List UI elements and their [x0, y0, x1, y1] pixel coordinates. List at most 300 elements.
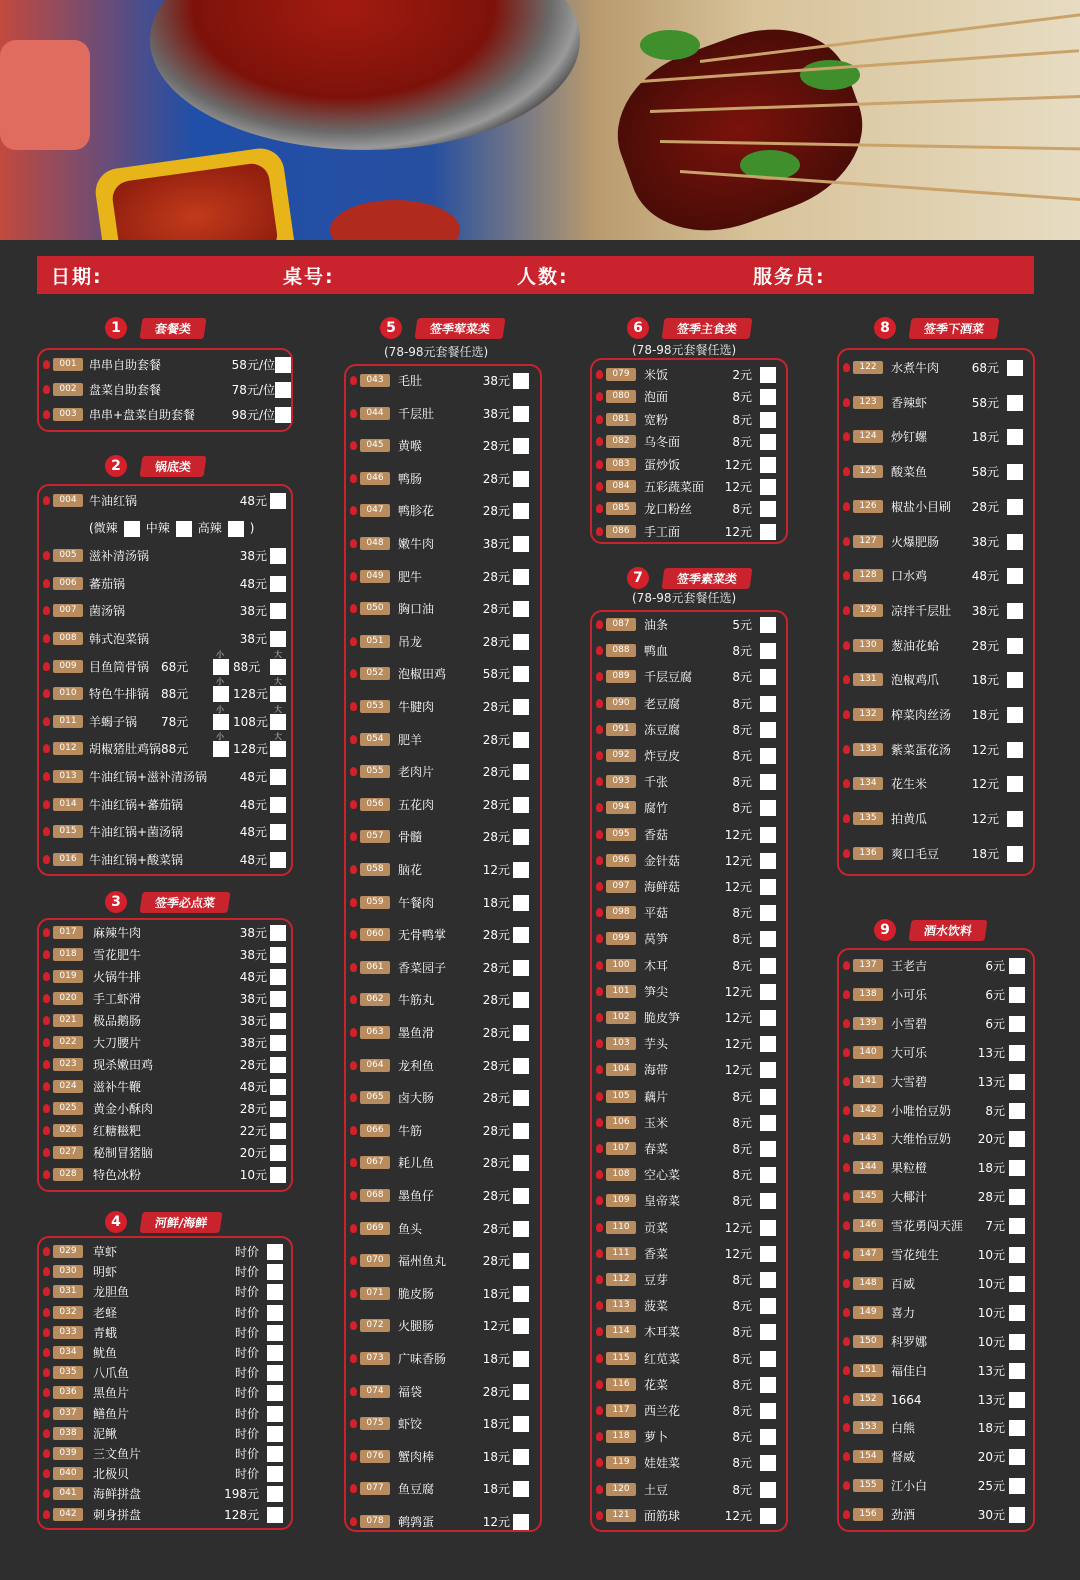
order-checkbox[interactable]: [513, 992, 529, 1008]
menu-item[interactable]: [606, 1323, 784, 1341]
order-checkbox-small[interactable]: [213, 686, 229, 702]
menu-item[interactable]: [53, 356, 289, 374]
spice-mild-checkbox[interactable]: [124, 521, 140, 537]
order-checkbox[interactable]: [1009, 1247, 1025, 1263]
menu-item[interactable]: [360, 861, 538, 879]
order-checkbox[interactable]: [267, 1426, 283, 1442]
menu-item[interactable]: [606, 799, 784, 817]
order-checkbox[interactable]: [513, 732, 529, 748]
menu-item[interactable]: [606, 1009, 784, 1027]
menu-item[interactable]: [360, 372, 538, 390]
order-checkbox[interactable]: [760, 1324, 776, 1340]
order-checkbox[interactable]: [760, 1482, 776, 1498]
order-checkbox[interactable]: [1009, 1074, 1025, 1090]
menu-item[interactable]: [853, 567, 1031, 585]
order-checkbox[interactable]: [513, 1058, 529, 1074]
order-checkbox[interactable]: [760, 748, 776, 764]
order-checkbox[interactable]: [1009, 1507, 1025, 1523]
menu-item[interactable]: [53, 968, 289, 986]
order-checkbox[interactable]: [1009, 1478, 1025, 1494]
order-checkbox[interactable]: [513, 1449, 529, 1465]
menu-item[interactable]: [853, 1275, 1031, 1293]
order-checkbox[interactable]: [513, 666, 529, 682]
menu-item[interactable]: [606, 1245, 784, 1263]
menu-item[interactable]: [606, 1350, 784, 1368]
menu-item[interactable]: [606, 721, 784, 739]
menu-item[interactable]: [53, 1263, 289, 1281]
order-checkbox[interactable]: [1009, 1103, 1025, 1119]
order-checkbox[interactable]: [760, 1246, 776, 1262]
menu-item[interactable]: [360, 731, 538, 749]
menu-item[interactable]: [853, 1188, 1031, 1206]
menu-item[interactable]: [360, 1122, 538, 1140]
menu-item[interactable]: [606, 411, 784, 429]
order-checkbox[interactable]: [1009, 1189, 1025, 1205]
order-checkbox[interactable]: [760, 1115, 776, 1131]
order-checkbox[interactable]: [270, 769, 286, 785]
menu-item[interactable]: [53, 630, 289, 648]
order-checkbox[interactable]: [760, 1377, 776, 1393]
order-checkbox[interactable]: [270, 1167, 286, 1183]
order-checkbox-small[interactable]: [213, 659, 229, 675]
menu-item[interactable]: [360, 1480, 538, 1498]
menu-item[interactable]: [53, 1056, 289, 1074]
order-checkbox[interactable]: [267, 1486, 283, 1502]
order-checkbox[interactable]: [270, 1057, 286, 1073]
menu-item[interactable]: [606, 1271, 784, 1289]
menu-item[interactable]: [360, 502, 538, 520]
menu-item[interactable]: [53, 1364, 289, 1382]
menu-item[interactable]: [360, 1057, 538, 1075]
order-checkbox[interactable]: [270, 631, 286, 647]
menu-item[interactable]: [53, 1166, 289, 1184]
order-checkbox[interactable]: [1009, 1392, 1025, 1408]
order-checkbox[interactable]: [513, 699, 529, 715]
order-checkbox[interactable]: [760, 774, 776, 790]
order-checkbox[interactable]: [760, 931, 776, 947]
order-checkbox[interactable]: [267, 1284, 283, 1300]
spice-medium-checkbox[interactable]: [176, 521, 192, 537]
order-checkbox[interactable]: [513, 829, 529, 845]
order-checkbox[interactable]: [270, 947, 286, 963]
menu-item[interactable]: [360, 894, 538, 912]
order-checkbox[interactable]: [760, 501, 776, 517]
order-checkbox[interactable]: [760, 800, 776, 816]
order-checkbox[interactable]: [760, 617, 776, 633]
order-checkbox[interactable]: [760, 1508, 776, 1524]
menu-item[interactable]: [53, 1344, 289, 1362]
order-checkbox[interactable]: [513, 373, 529, 389]
order-checkbox[interactable]: [760, 1141, 776, 1157]
order-checkbox[interactable]: [760, 1062, 776, 1078]
order-checkbox[interactable]: [513, 1123, 529, 1139]
menu-item[interactable]: [360, 1448, 538, 1466]
order-checkbox[interactable]: [270, 1101, 286, 1117]
order-checkbox[interactable]: [1007, 534, 1023, 550]
order-checkbox[interactable]: [1009, 958, 1025, 974]
menu-item[interactable]: [53, 492, 289, 510]
order-checkbox[interactable]: [513, 1318, 529, 1334]
order-checkbox[interactable]: [513, 1221, 529, 1237]
order-checkbox[interactable]: [513, 1188, 529, 1204]
order-checkbox[interactable]: [513, 1286, 529, 1302]
menu-item[interactable]: [606, 747, 784, 765]
order-checkbox-small[interactable]: [213, 714, 229, 730]
menu-item[interactable]: [53, 768, 289, 786]
menu-item[interactable]: [853, 1362, 1031, 1380]
order-checkbox[interactable]: [267, 1365, 283, 1381]
order-checkbox[interactable]: [760, 1193, 776, 1209]
menu-item[interactable]: [360, 600, 538, 618]
order-checkbox[interactable]: [760, 905, 776, 921]
order-checkbox-large[interactable]: [270, 741, 286, 757]
menu-item[interactable]: [53, 732, 289, 758]
order-checkbox[interactable]: [1007, 464, 1023, 480]
spice-hot-checkbox[interactable]: [228, 521, 244, 537]
order-checkbox[interactable]: [760, 412, 776, 428]
order-checkbox[interactable]: [1009, 1363, 1025, 1379]
order-checkbox[interactable]: [513, 764, 529, 780]
order-checkbox[interactable]: [513, 406, 529, 422]
menu-item[interactable]: [53, 1100, 289, 1118]
menu-item[interactable]: [360, 763, 538, 781]
order-checkbox[interactable]: [760, 434, 776, 450]
order-checkbox[interactable]: [513, 471, 529, 487]
order-checkbox[interactable]: [1007, 846, 1023, 862]
order-checkbox[interactable]: [1007, 707, 1023, 723]
menu-item[interactable]: [53, 1144, 289, 1162]
order-checkbox[interactable]: [1007, 672, 1023, 688]
menu-item[interactable]: [53, 381, 289, 399]
menu-item[interactable]: [606, 1454, 784, 1472]
menu-item[interactable]: [53, 1465, 289, 1483]
menu-item[interactable]: [360, 1317, 538, 1335]
menu-item[interactable]: [606, 1166, 784, 1184]
menu-item[interactable]: [53, 924, 289, 942]
order-checkbox[interactable]: [270, 1079, 286, 1095]
order-checkbox[interactable]: [270, 797, 286, 813]
menu-item[interactable]: [360, 470, 538, 488]
menu-item[interactable]: [853, 394, 1031, 412]
menu-item[interactable]: [853, 1217, 1031, 1235]
order-checkbox[interactable]: [760, 879, 776, 895]
order-checkbox[interactable]: [270, 1035, 286, 1051]
menu-item[interactable]: [360, 698, 538, 716]
order-checkbox[interactable]: [1007, 568, 1023, 584]
order-checkbox[interactable]: [760, 524, 776, 540]
order-checkbox[interactable]: [513, 1090, 529, 1106]
order-checkbox[interactable]: [760, 1298, 776, 1314]
menu-item[interactable]: [360, 991, 538, 1009]
menu-item[interactable]: [53, 575, 289, 593]
menu-item[interactable]: [853, 671, 1031, 689]
order-checkbox[interactable]: [513, 634, 529, 650]
menu-item[interactable]: [53, 1445, 289, 1463]
order-checkbox[interactable]: [513, 862, 529, 878]
menu-item[interactable]: [360, 1383, 538, 1401]
order-checkbox[interactable]: [270, 969, 286, 985]
menu-item[interactable]: [853, 1506, 1031, 1524]
menu-item[interactable]: [853, 741, 1031, 759]
menu-item[interactable]: [360, 633, 538, 651]
order-checkbox[interactable]: [760, 1220, 776, 1236]
menu-item[interactable]: [53, 946, 289, 964]
menu-item[interactable]: [853, 1477, 1031, 1495]
menu-item[interactable]: [853, 498, 1031, 516]
order-checkbox[interactable]: [513, 438, 529, 454]
order-checkbox[interactable]: [760, 722, 776, 738]
order-checkbox[interactable]: [267, 1507, 283, 1523]
order-checkbox-large[interactable]: [270, 714, 286, 730]
menu-item[interactable]: [53, 1425, 289, 1443]
order-checkbox[interactable]: [270, 576, 286, 592]
menu-item[interactable]: [606, 930, 784, 948]
order-checkbox[interactable]: [267, 1244, 283, 1260]
menu-item[interactable]: [360, 1154, 538, 1172]
order-checkbox[interactable]: [270, 603, 286, 619]
order-checkbox[interactable]: [1007, 742, 1023, 758]
menu-item[interactable]: [606, 642, 784, 660]
menu-item[interactable]: [853, 706, 1031, 724]
menu-item[interactable]: [853, 845, 1031, 863]
menu-item[interactable]: [853, 359, 1031, 377]
order-checkbox[interactable]: [267, 1325, 283, 1341]
menu-item[interactable]: [360, 796, 538, 814]
order-checkbox[interactable]: [275, 357, 291, 373]
menu-item[interactable]: [53, 649, 289, 676]
order-checkbox[interactable]: [1009, 1160, 1025, 1176]
order-checkbox[interactable]: [1007, 811, 1023, 827]
menu-item[interactable]: [53, 851, 289, 869]
order-checkbox[interactable]: [760, 1010, 776, 1026]
menu-item[interactable]: [606, 616, 784, 634]
menu-item[interactable]: [606, 388, 784, 406]
menu-item[interactable]: [853, 1130, 1031, 1148]
menu-item[interactable]: [606, 1376, 784, 1394]
order-checkbox[interactable]: [270, 925, 286, 941]
menu-item[interactable]: [360, 405, 538, 423]
order-checkbox[interactable]: [513, 895, 529, 911]
order-checkbox[interactable]: [1007, 429, 1023, 445]
order-checkbox[interactable]: [270, 1145, 286, 1161]
menu-item[interactable]: [606, 433, 784, 451]
menu-item[interactable]: [360, 959, 538, 977]
menu-item[interactable]: [606, 695, 784, 713]
order-checkbox[interactable]: [1009, 1276, 1025, 1292]
order-checkbox[interactable]: [267, 1264, 283, 1280]
order-checkbox[interactable]: [760, 457, 776, 473]
order-checkbox[interactable]: [270, 824, 286, 840]
menu-item[interactable]: [853, 1015, 1031, 1033]
menu-item[interactable]: [606, 523, 784, 541]
menu-item[interactable]: [360, 437, 538, 455]
order-checkbox[interactable]: [275, 382, 291, 398]
order-checkbox[interactable]: [760, 479, 776, 495]
order-checkbox[interactable]: [760, 853, 776, 869]
menu-item[interactable]: [853, 1044, 1031, 1062]
order-checkbox[interactable]: [513, 1155, 529, 1171]
menu-item[interactable]: [606, 983, 784, 1001]
menu-item[interactable]: [360, 1024, 538, 1042]
order-checkbox-large[interactable]: [270, 659, 286, 675]
order-checkbox[interactable]: [267, 1305, 283, 1321]
menu-item[interactable]: [853, 1419, 1031, 1437]
order-checkbox[interactable]: [513, 960, 529, 976]
menu-item[interactable]: [853, 775, 1031, 793]
menu-item[interactable]: [606, 1402, 784, 1420]
order-checkbox-large[interactable]: [270, 686, 286, 702]
order-checkbox-small[interactable]: [213, 741, 229, 757]
order-checkbox[interactable]: [513, 1025, 529, 1041]
menu-item[interactable]: [360, 535, 538, 553]
order-checkbox[interactable]: [760, 367, 776, 383]
menu-item[interactable]: [53, 677, 289, 703]
menu-item[interactable]: [606, 456, 784, 474]
order-checkbox[interactable]: [513, 1416, 529, 1432]
order-checkbox[interactable]: [760, 1351, 776, 1367]
order-checkbox[interactable]: [760, 1455, 776, 1471]
menu-item[interactable]: [606, 366, 784, 384]
order-checkbox[interactable]: [513, 1351, 529, 1367]
order-checkbox[interactable]: [760, 1429, 776, 1445]
menu-item[interactable]: [53, 1506, 289, 1524]
order-checkbox[interactable]: [513, 1514, 529, 1530]
order-checkbox[interactable]: [1007, 499, 1023, 515]
order-checkbox[interactable]: [760, 643, 776, 659]
menu-item[interactable]: [53, 1012, 289, 1030]
order-checkbox[interactable]: [760, 1036, 776, 1052]
order-checkbox[interactable]: [760, 696, 776, 712]
order-checkbox[interactable]: [1007, 776, 1023, 792]
order-checkbox[interactable]: [513, 1481, 529, 1497]
menu-item[interactable]: [53, 1485, 289, 1503]
menu-item[interactable]: [606, 1507, 784, 1525]
menu-item[interactable]: [53, 602, 289, 620]
menu-item[interactable]: [853, 1246, 1031, 1264]
menu-item[interactable]: [360, 568, 538, 586]
order-checkbox[interactable]: [760, 669, 776, 685]
order-checkbox[interactable]: [270, 1013, 286, 1029]
menu-item[interactable]: [360, 665, 538, 683]
order-checkbox[interactable]: [513, 601, 529, 617]
menu-item[interactable]: [53, 1304, 289, 1322]
order-checkbox[interactable]: [513, 1253, 529, 1269]
menu-item[interactable]: [360, 1252, 538, 1270]
menu-item[interactable]: [53, 796, 289, 814]
menu-item[interactable]: [53, 1384, 289, 1402]
menu-item[interactable]: [853, 602, 1031, 620]
order-checkbox[interactable]: [267, 1406, 283, 1422]
menu-item[interactable]: [53, 704, 289, 731]
order-checkbox[interactable]: [513, 797, 529, 813]
order-checkbox[interactable]: [513, 1384, 529, 1400]
menu-item[interactable]: [606, 1428, 784, 1446]
order-checkbox[interactable]: [1009, 987, 1025, 1003]
order-checkbox[interactable]: [760, 389, 776, 405]
order-checkbox[interactable]: [760, 984, 776, 1000]
menu-item[interactable]: [606, 668, 784, 686]
order-checkbox[interactable]: [760, 1167, 776, 1183]
order-checkbox[interactable]: [760, 958, 776, 974]
order-checkbox[interactable]: [1009, 1420, 1025, 1436]
menu-item[interactable]: [853, 1333, 1031, 1351]
menu-item[interactable]: [606, 773, 784, 791]
order-checkbox[interactable]: [1009, 1131, 1025, 1147]
order-checkbox[interactable]: [1009, 1218, 1025, 1234]
menu-item[interactable]: [53, 1078, 289, 1096]
order-checkbox[interactable]: [270, 493, 286, 509]
order-checkbox[interactable]: [1007, 395, 1023, 411]
order-checkbox[interactable]: [1009, 1449, 1025, 1465]
menu-item[interactable]: [853, 1391, 1031, 1409]
menu-item[interactable]: [853, 533, 1031, 551]
menu-item[interactable]: [853, 1448, 1031, 1466]
order-checkbox[interactable]: [760, 1272, 776, 1288]
menu-item[interactable]: [606, 1219, 784, 1237]
menu-item[interactable]: [853, 463, 1031, 481]
order-checkbox[interactable]: [1007, 603, 1023, 619]
menu-item[interactable]: [53, 406, 289, 424]
order-checkbox[interactable]: [513, 927, 529, 943]
menu-item[interactable]: [53, 1324, 289, 1342]
menu-item[interactable]: [360, 926, 538, 944]
menu-item[interactable]: [360, 1089, 538, 1107]
menu-item[interactable]: [53, 1243, 289, 1261]
menu-item[interactable]: [606, 1192, 784, 1210]
menu-item[interactable]: [53, 823, 289, 841]
order-checkbox[interactable]: [1007, 360, 1023, 376]
menu-item[interactable]: [360, 1220, 538, 1238]
menu-item[interactable]: [853, 1304, 1031, 1322]
menu-item[interactable]: [606, 1114, 784, 1132]
order-checkbox[interactable]: [1009, 1305, 1025, 1321]
menu-item[interactable]: [853, 428, 1031, 446]
menu-item[interactable]: [853, 986, 1031, 1004]
order-checkbox[interactable]: [760, 1403, 776, 1419]
menu-item[interactable]: [606, 852, 784, 870]
menu-item[interactable]: [606, 1297, 784, 1315]
order-checkbox[interactable]: [270, 852, 286, 868]
menu-item[interactable]: [606, 1140, 784, 1158]
order-checkbox[interactable]: [513, 503, 529, 519]
menu-item[interactable]: [360, 1187, 538, 1205]
menu-item[interactable]: [606, 1088, 784, 1106]
order-checkbox[interactable]: [275, 407, 291, 423]
menu-item[interactable]: [853, 810, 1031, 828]
menu-item[interactable]: [606, 826, 784, 844]
menu-item[interactable]: [53, 1122, 289, 1140]
menu-item[interactable]: [360, 1285, 538, 1303]
menu-item[interactable]: [360, 828, 538, 846]
order-checkbox[interactable]: [1007, 638, 1023, 654]
order-checkbox[interactable]: [267, 1385, 283, 1401]
order-checkbox[interactable]: [760, 1089, 776, 1105]
order-checkbox[interactable]: [267, 1345, 283, 1361]
menu-item[interactable]: [360, 1415, 538, 1433]
menu-item[interactable]: [53, 1034, 289, 1052]
order-checkbox[interactable]: [267, 1466, 283, 1482]
menu-item[interactable]: [53, 1405, 289, 1423]
order-checkbox[interactable]: [1009, 1334, 1025, 1350]
menu-item[interactable]: [53, 990, 289, 1008]
order-checkbox[interactable]: [270, 1123, 286, 1139]
menu-item[interactable]: [606, 904, 784, 922]
menu-item[interactable]: [853, 1073, 1031, 1091]
order-checkbox[interactable]: [1009, 1016, 1025, 1032]
order-checkbox[interactable]: [267, 1446, 283, 1462]
menu-item[interactable]: [853, 637, 1031, 655]
menu-item[interactable]: [606, 1481, 784, 1499]
